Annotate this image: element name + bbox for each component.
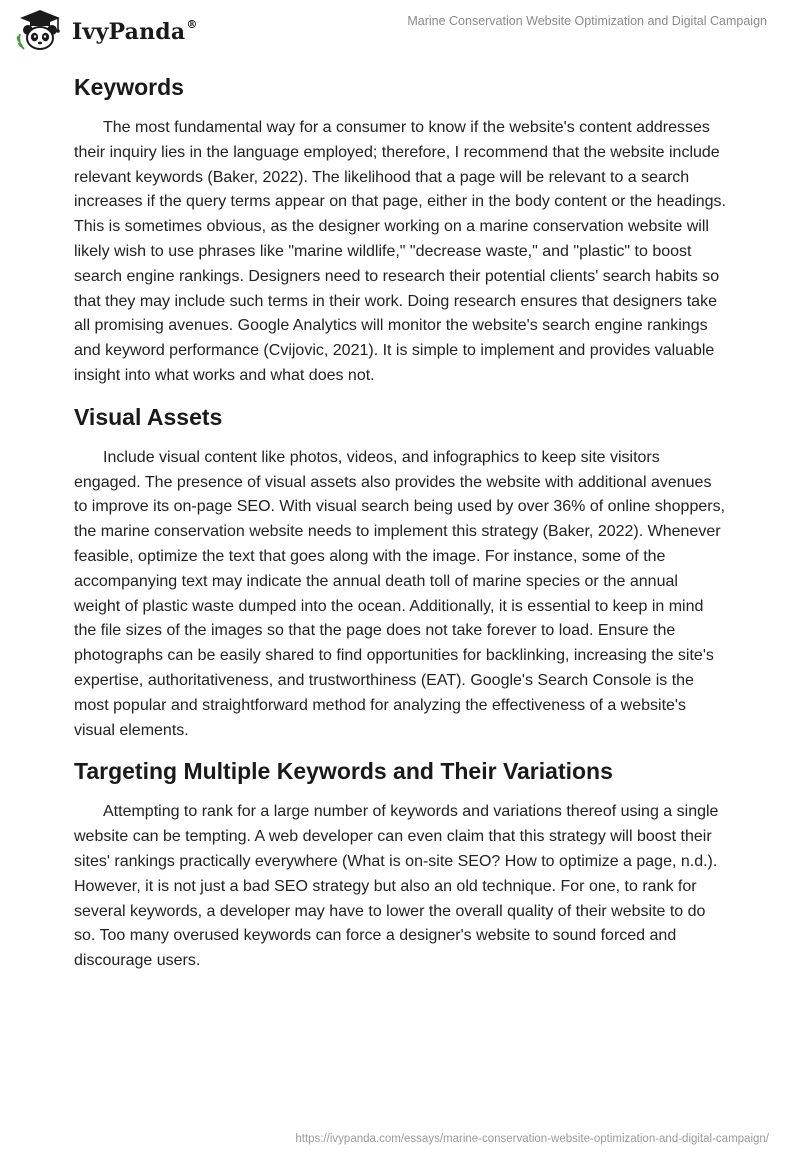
section-paragraph: Include visual content like photos, videos, and infographics to keep site visitors engaged. The presence of visual assets also provides the website with additional avenues to improve its on-page SEO. With visual search being used by over 36% of online shoppers, the marine conservation website needs to implement this strategy (Baker, 2022). Whenever feasible, optimize the text that goes along with the image. For instance, some of the accompanying text may indicate the annual death toll of marine species or the annual weight of plastic waste dumped into the ocean. Additionally, it is essential to keep in mind the file sizes of the images so that the page does not take forever to load. Ensure the photographs can be easily shared to find opportunities for backlinking, increasing the site's expertise, authoritativeness, and trustworthiness (EAT). Google's Search Console is the most popular and straightforward method for analyzing the effectiveness of a website's visual elements.: [74, 448, 726, 739]
page-header: [0, 0, 800, 64]
section-heading: Visual Assets: [74, 403, 223, 430]
panda-logo-icon: [14, 8, 66, 52]
source-url-link[interactable]: https://ivypanda.com/essays/marine-conservation-website-optimization-and-digital-campaign/: [295, 1133, 769, 1145]
section-heading: Keywords: [74, 74, 184, 100]
section-visual-assets: [74, 400, 726, 744]
section-targeting-keywords: [74, 754, 726, 974]
registered-mark: ®: [186, 17, 198, 31]
brand-name: IvyPanda®: [72, 17, 198, 45]
section-keywords: [74, 70, 726, 389]
section-paragraph: The most fundamental way for a consumer to know if the website's content addresses their inquiry lies in the language employed; therefore, I recommend that the website include relevant keywords (Baker, 2022). The likelihood that a page will be relevant to a search increases if the query terms appear on that page, either in the body content or the headings. This is sometimes obvious, as the designer working on a marine conservation website will likely wish to use phrases like "marine wildlife," "decrease waste," and "plastic" to boost search engine rankings. Designers need to research their potential clients' search habits so that they may include such terms in their work. Doing research ensures that designers take all promising avenues. Google Analytics will monitor the website's search engine rankings and keyword performance (Cvijovic, 2021). It is simple to implement and provides valuable insight into what works and what does not.: [74, 119, 726, 384]
essay-body: [74, 70, 726, 974]
section-heading: Targeting Multiple Keywords and Their Variations: [74, 758, 613, 785]
document-title: Marine Conservation Website Optimization and Digital Campaign: [407, 14, 767, 28]
brand-logo[interactable]: [14, 8, 198, 52]
section-paragraph: Attempting to rank for a large number of keywords and variations thereof using a single website can be tempting. A web developer can even claim that this strategy will boost their sites' rankings practically everywhere (What is on-site SEO? How to optimize a page, n.d.). However, it is not just a bad SEO strategy but also an old technique. For one, to rank for several keywords, a developer may have to lower the overall quality of their website to do so. Too many overused keywords can force a designer's website to sound forced and discourage users.: [74, 803, 719, 970]
